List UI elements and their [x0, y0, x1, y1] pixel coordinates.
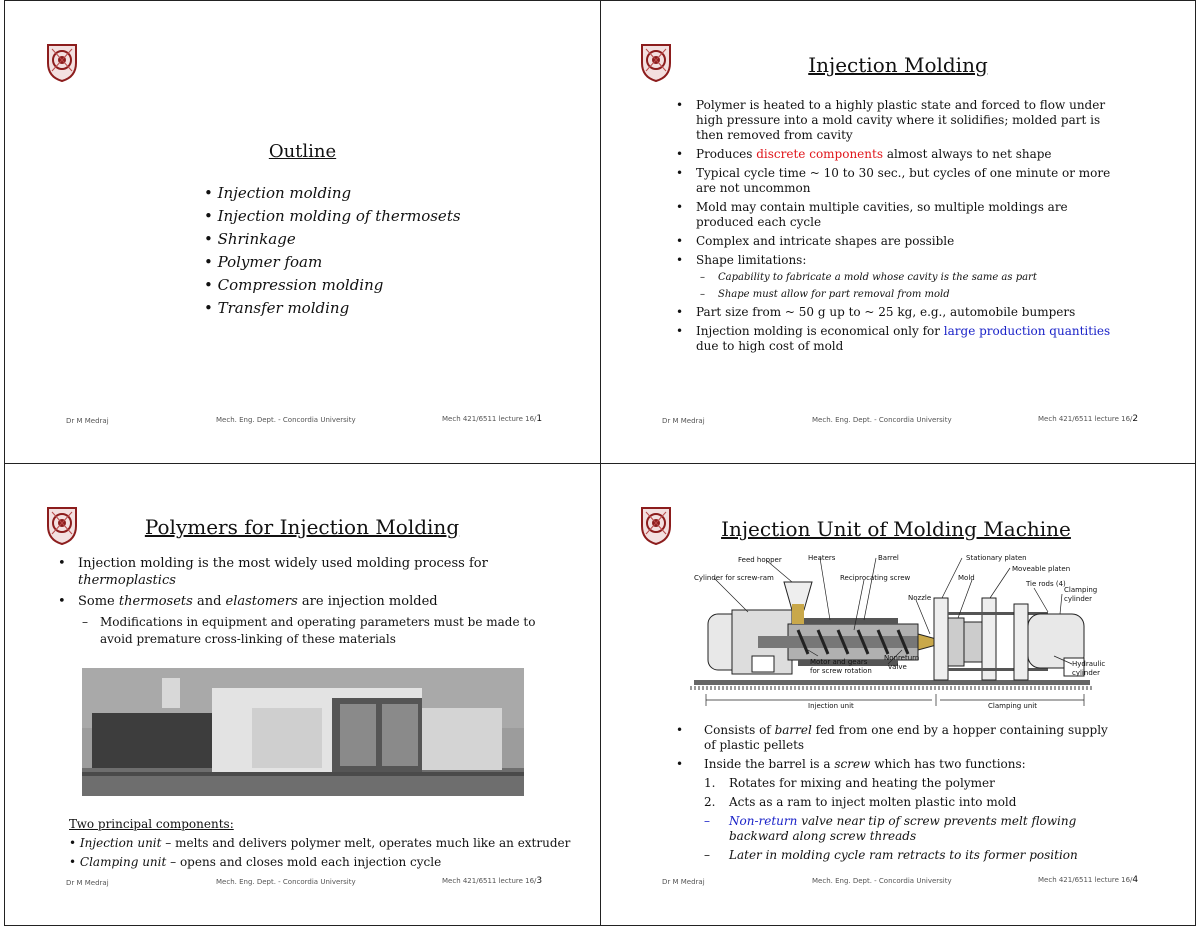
- slide-1-title: Outline: [268, 141, 337, 162]
- label-mold: Mold: [958, 574, 975, 582]
- outline-item: • Injection molding of thermosets: [204, 207, 461, 225]
- bullet: • Injection molding is economical only for large production quantities due to high cost of mold: [676, 324, 1120, 354]
- numbered-item: 2. Acts as a ram to inject molten plastic into mold: [704, 795, 1017, 809]
- footer-dept: Mech. Eng. Dept. - Concordia University: [812, 416, 952, 424]
- bullet: • Inside the barrel is a screw which has two functions:: [676, 757, 1120, 772]
- injection-unit-diagram: [688, 552, 1106, 714]
- outline-item: • Injection molding: [204, 184, 352, 202]
- sub-bullet: – Modifications in equipment and operating parameters must be made to avoid premature cross-linking of these materials: [78, 614, 558, 648]
- slide-3-title: Polymers for Injection Molding: [144, 515, 460, 539]
- slide-2-footer: [600, 414, 1196, 426]
- label-hydraulic-2: cylinder: [1072, 669, 1100, 677]
- footer-author: Dr M Medraj: [662, 878, 705, 886]
- university-crest-icon: [638, 41, 674, 83]
- footer-dept: Mech. Eng. Dept. - Concordia University: [812, 877, 952, 885]
- label-barrel: Barrel: [878, 554, 899, 562]
- highlight-red: discrete components: [756, 147, 883, 161]
- slide-4-content: [676, 723, 1120, 867]
- page-number: 1: [536, 414, 543, 424]
- outline-item: • Transfer molding: [204, 299, 350, 317]
- bullet: • Mold may contain multiple cavities, so multiple moldings are produced each cycle: [676, 200, 1120, 230]
- highlight-blue: Non-return: [729, 814, 798, 828]
- footer-author: Dr M Medraj: [662, 417, 705, 425]
- dash-item: – Later in molding cycle ram retracts to its former position: [704, 848, 1078, 862]
- label-nonreturn-2: valve: [888, 663, 907, 671]
- footer-course: Mech 421/6511 lecture 16/3: [442, 876, 543, 886]
- slide-2-title: Injection Molding: [808, 53, 988, 77]
- highlight-blue: large production quantities: [943, 324, 1111, 338]
- footer-course: Mech 421/6511 lecture 16/1: [442, 414, 543, 424]
- label-feed-hopper: Feed hopper: [738, 556, 782, 564]
- numbered-item: 1. Rotates for mixing and heating the polymer: [704, 776, 995, 790]
- footer-course: Mech 421/6511 lecture 16/4: [1038, 875, 1139, 885]
- outline-list: [204, 182, 461, 320]
- principal-components: [69, 815, 589, 872]
- slide-4-footer: [600, 875, 1196, 887]
- bullet: • Polymer is heated to a highly plastic state and forced to flow under high pressure into a mold cavity where it solidifies; molded part is then removed from cavity: [676, 98, 1120, 143]
- sub-bullet: – Shape must allow for part removal from mold: [696, 288, 1120, 301]
- label-stationary-platen: Stationary platen: [966, 554, 1027, 562]
- outline-item: • Compression molding: [204, 276, 384, 294]
- outline-item: • Shrinkage: [204, 230, 296, 248]
- label-motor-2: for screw rotation: [810, 667, 872, 675]
- page-number: 2: [1132, 414, 1139, 424]
- slide-2-content: [676, 98, 1120, 358]
- label-cylinder-screw-ram: Cylinder for screw-ram: [694, 574, 774, 582]
- footer-dept: Mech. Eng. Dept. - Concordia University: [216, 878, 356, 886]
- bullet: • Injection molding is the most widely used molding process for thermoplastics: [58, 555, 558, 589]
- label-nonreturn-1: Nonreturn: [884, 654, 920, 662]
- bullet: • Some thermosets and elastomers are injection molded – Modifications in equipment and operating parameters must be made to avoid premature cross-linking of these materials: [58, 593, 558, 648]
- label-tie-rods: Tie rods (4): [1026, 580, 1066, 588]
- footer-author: Dr M Medraj: [66, 417, 109, 425]
- slide-3-content: [58, 555, 558, 652]
- component-item: • Clamping unit – opens and closes mold each injection cycle: [69, 855, 442, 869]
- dash-item: – Non-return valve near tip of screw prevents melt flowing backward along screw threads: [704, 814, 1077, 843]
- footer-author: Dr M Medraj: [66, 879, 109, 887]
- label-hydraulic-1: Hydraulic: [1072, 660, 1106, 668]
- label-heaters: Heaters: [808, 554, 836, 562]
- footer-dept: Mech. Eng. Dept. - Concordia University: [216, 416, 356, 424]
- page-number: 3: [536, 876, 543, 886]
- label-clamping-cylinder-2: cylinder: [1064, 595, 1092, 603]
- label-nozzle: Nozzle: [908, 594, 932, 602]
- page-number: 4: [1132, 875, 1139, 885]
- university-crest-icon: [44, 41, 80, 83]
- label-reciprocating-screw: Reciprocating screw: [840, 574, 911, 582]
- bullet: • Complex and intricate shapes are possible: [676, 234, 1120, 249]
- label-motor-1: Motor and gears: [810, 658, 868, 666]
- bullet: • Shape limitations: – Capability to fabricate a mold whose cavity is the same as part – Shape must allow for part removal from mold: [676, 253, 1120, 301]
- university-crest-icon: [44, 504, 80, 546]
- slide-3-footer: [4, 876, 601, 888]
- slide-4-title: Injection Unit of Molding Machine: [721, 517, 1071, 541]
- bullet: • Produces discrete components almost always to net shape: [676, 147, 1120, 162]
- slide-1-footer: [4, 414, 601, 426]
- component-item: • Injection unit – melts and delivers polymer melt, operates much like an extruder: [69, 836, 571, 850]
- outline-item: • Polymer foam: [204, 253, 323, 271]
- injection-molding-machine-photo: [82, 668, 524, 796]
- sub-bullet: – Capability to fabricate a mold whose cavity is the same as part: [696, 271, 1120, 284]
- bullet: • Part size from ~ 50 g up to ~ 25 kg, e.g., automobile bumpers: [676, 305, 1120, 320]
- bullet: • Consists of barrel fed from one end by a hopper containing supply of plastic pellets: [676, 723, 1120, 753]
- footer-course: Mech 421/6511 lecture 16/2: [1038, 414, 1139, 424]
- label-moveable-platen: Moveable platen: [1012, 565, 1071, 573]
- label-clamping-cylinder-1: Clamping: [1064, 586, 1098, 594]
- label-clamping-unit: Clamping unit: [988, 702, 1037, 710]
- bullet: • Typical cycle time ~ 10 to 30 sec., but cycles of one minute or more are not uncommon: [676, 166, 1120, 196]
- components-heading: Two principal components:: [69, 817, 234, 831]
- label-injection-unit: Injection unit: [808, 702, 854, 710]
- university-crest-icon: [638, 504, 674, 546]
